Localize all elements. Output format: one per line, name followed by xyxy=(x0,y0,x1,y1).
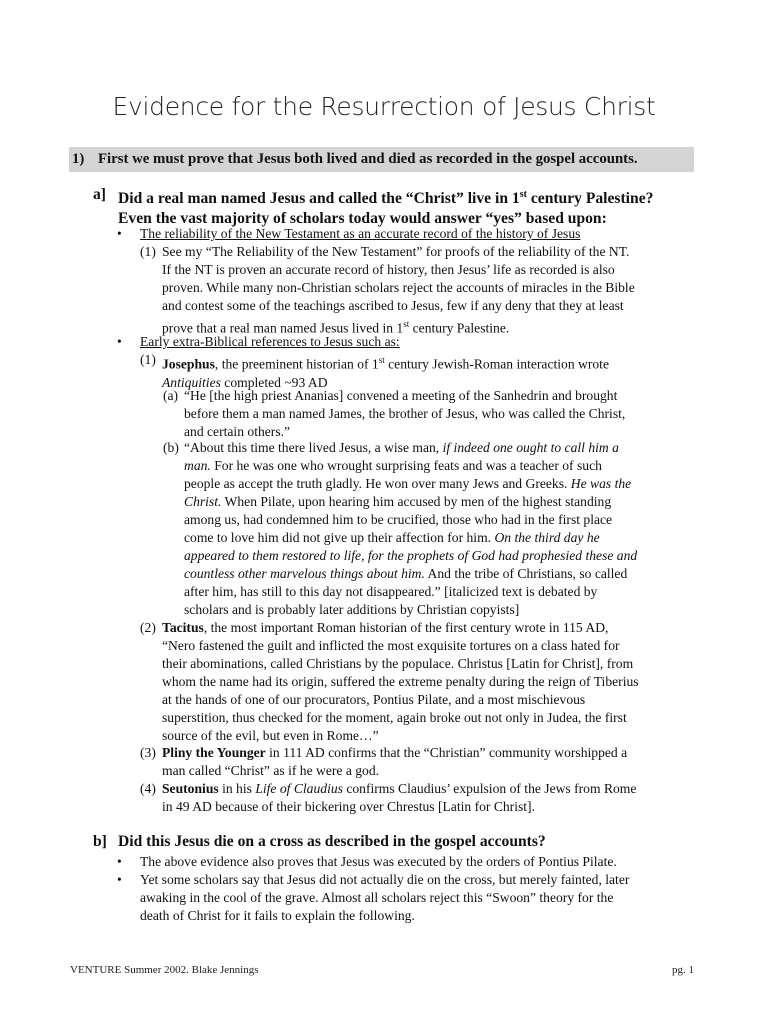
item-line: their abominations, called Christians by the populace. Christus [Latin for Christ], from xyxy=(162,656,634,671)
item-line: scholars and is probably later additions by Christian copyists] xyxy=(184,602,520,617)
item-body xyxy=(184,387,723,441)
tacitus-item xyxy=(140,619,720,745)
josephus-quote-a xyxy=(163,387,723,441)
item-line-text: And the tribe of Christians, so called xyxy=(424,566,628,581)
bullet-nt-reliability xyxy=(117,225,717,243)
item-line-text: For he was one who wrought surprising feats and was a teacher of such xyxy=(210,458,602,473)
item-line: in 49 AD because of their bickering over Chrestus [Latin for Christ]. xyxy=(162,799,535,814)
item-label: (a) xyxy=(163,388,179,403)
source-name: Josephus xyxy=(162,356,215,372)
item-line-text: “About this time there lived Jesus, a wise man, xyxy=(184,440,443,455)
italic-text: He was the xyxy=(570,476,632,491)
item-line-text: prove that a real man named Jesus lived in 1 xyxy=(162,320,404,336)
item-line xyxy=(184,439,723,457)
item-line-text: , the preeminent historian of 1 xyxy=(214,356,379,372)
item-line xyxy=(184,457,723,475)
item-line: whom the name had its origin, suffered the extreme penalty during the reign of Tiberius xyxy=(162,674,639,689)
pliny-item xyxy=(140,744,720,780)
item-line xyxy=(162,619,720,637)
source-name: Tacitus xyxy=(162,620,204,635)
italic-text: man. xyxy=(184,458,211,473)
italic-text: appeared to them restored to life, for the prophets of God had prophesied these and xyxy=(184,548,638,563)
bullet-icon: • xyxy=(117,334,122,349)
item-label: (3) xyxy=(140,745,156,760)
item-label: (2) xyxy=(140,620,156,635)
seutonius-item xyxy=(140,780,720,816)
part-b-bullet-2 xyxy=(117,871,717,925)
josephus-item xyxy=(140,351,710,392)
bullet-line: awaking in the cool of the grave. Almost all scholars reject this “Swoon” theory for the xyxy=(140,890,614,905)
section-1-heading xyxy=(69,147,694,172)
part-a-line-1-end: century Palestine? xyxy=(526,190,654,208)
item-line-text: people as accept the truth gladly. He won over many Jews and Greeks. xyxy=(184,476,571,491)
josephus-quote-b xyxy=(163,439,723,619)
item-line xyxy=(162,780,720,798)
item-line-text: completed ~93 AD xyxy=(220,374,328,390)
bullet-icon: • xyxy=(117,226,122,241)
bullet-line: Yet some scholars say that Jesus did not actually die on the cross, but merely fainted, later xyxy=(140,872,630,887)
item-line-end: century Jewish-Roman interaction wrote xyxy=(384,356,609,372)
footer-page-number: pg. 1 xyxy=(672,964,694,976)
item-line: “He [the high priest Ananias] convened a meeting of the Sanhedrin and brought xyxy=(184,388,618,403)
part-a-line-1-text: Did a real man named Jesus and called the “Christ” live in 1 xyxy=(118,190,520,208)
item-line: proven. While many non-Christian scholars reject the accounts of miracles in the Bible xyxy=(162,280,635,295)
item-label: (1) xyxy=(140,352,156,367)
bullet-icon: • xyxy=(117,854,122,869)
section-heading-text: First we must prove that Jesus both lived and died as recorded in the gospel accounts. xyxy=(98,151,638,167)
item-line: superstition, thus checked for the moment, again broke out not only in Judea, the first xyxy=(162,710,627,725)
item-body xyxy=(162,744,720,780)
italic-text: if indeed one ought to call him a xyxy=(442,440,619,455)
item-line: man called “Christ” as if he were a god. xyxy=(162,763,380,778)
superscript: st xyxy=(378,355,385,365)
item-line: among us, had condemned him to be crucified, those who had in the first place xyxy=(184,512,613,527)
item-line: after him, has still to this day not disappeared.” [italicized text is debated by xyxy=(184,584,598,599)
italic-text: countless other marvelous things about him. xyxy=(184,566,425,581)
bullet-heading: Early extra-Biblical references to Jesus such as: xyxy=(140,334,400,349)
item-line-end: century Palestine. xyxy=(409,320,510,336)
item-line-text: in his xyxy=(218,781,256,796)
item-line xyxy=(184,493,723,511)
item-body xyxy=(184,439,723,619)
item-line: source of the evil, but even in Rome…” xyxy=(162,728,379,743)
item-line-text: in 111 AD confirms that the “Christian” community worshipped a xyxy=(265,745,628,760)
item-line xyxy=(184,529,723,547)
item-line: See my “The Reliability of the New Testament” for proofs of the reliability of the NT. xyxy=(162,244,630,259)
item-line-text: When Pilate, upon hearing him accused by men of the highest standing xyxy=(221,494,612,509)
bullet-text: The above evidence also proves that Jesus was executed by the orders of Pontius Pilate. xyxy=(140,854,617,869)
item-line xyxy=(162,351,710,374)
item-line-end: confirms Claudius’ expulsion of the Jews from Rome xyxy=(342,781,637,796)
item-line: before them a man named James, the brother of Jesus, who was called the Christ, xyxy=(184,406,626,421)
part-a-line-1 xyxy=(118,185,713,209)
bullet-body xyxy=(140,871,717,925)
superscript: st xyxy=(519,189,527,200)
item-label: (1) xyxy=(140,244,156,259)
item-body xyxy=(162,351,710,392)
work-title: Life of Claudius xyxy=(255,781,343,796)
footer-left: VENTURE Summer 2002. Blake Jennings xyxy=(70,964,259,976)
item-body xyxy=(162,619,720,745)
item-line xyxy=(162,744,720,762)
item-body xyxy=(162,780,720,816)
item-line-text: , the most important Roman historian of the first century wrote in 115 AD, xyxy=(203,620,609,635)
section-number: 1) xyxy=(72,151,85,167)
item-line: “Nero fastened the guilt and inflicted the most exquisite tortures on a class hated for xyxy=(162,638,620,653)
part-a-label: a] xyxy=(93,186,106,203)
part-b-question xyxy=(93,832,713,852)
part-b-label: b] xyxy=(93,833,107,850)
bullet-extra-biblical xyxy=(117,333,717,351)
part-b-heading: Did this Jesus die on a cross as described in the gospel accounts? xyxy=(118,833,546,850)
bullet-line: death of Christ for it fails to explain the following. xyxy=(140,908,415,923)
bullet-icon: • xyxy=(117,872,122,887)
item-line: and contest some of the teachings ascribed to Jesus, few if any deny that they at least xyxy=(162,298,624,313)
part-b-bullet-1 xyxy=(117,853,717,871)
part-a-question xyxy=(93,185,713,229)
part-a-line-2: Even the vast majority of scholars today would answer “yes” based upon: xyxy=(118,210,607,228)
source-name: Seutonius xyxy=(162,781,219,796)
page-title: Evidence for the Resurrection of Jesus Christ xyxy=(112,92,656,121)
italic-text: Christ. xyxy=(184,494,222,509)
item-line: at the hands of one of our procurators, Pontius Pilate, and a most mischievous xyxy=(162,692,586,707)
item-line: If the NT is proven an accurate record of history, then Jesus’ life as recorded is also xyxy=(162,262,615,277)
item-line-text: come to love him did not give up their affection for him. xyxy=(184,530,495,545)
superscript: st xyxy=(403,319,410,329)
bullet-heading: The reliability of the New Testament as an accurate record of the history of Jesus xyxy=(140,226,581,241)
item-label: (b) xyxy=(163,440,179,455)
source-name: Pliny the Younger xyxy=(162,745,266,760)
item-line: and certain others.” xyxy=(184,424,291,439)
item-line xyxy=(184,547,723,565)
nt-reliability-item xyxy=(140,243,710,338)
item-body xyxy=(162,243,710,338)
item-line xyxy=(184,475,723,493)
item-line xyxy=(184,565,723,583)
item-label: (4) xyxy=(140,781,156,796)
italic-text: On the third day he xyxy=(494,530,600,545)
work-title: Antiquities xyxy=(162,374,221,390)
